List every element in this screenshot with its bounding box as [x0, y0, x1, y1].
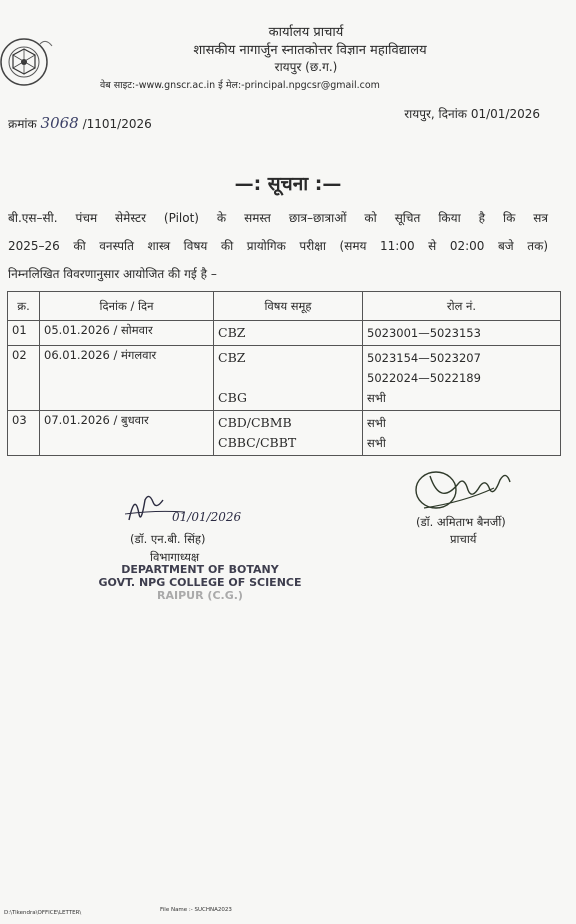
cell-date: 06.01.2026 / मंगलवार	[40, 346, 214, 411]
roll-range: 5023001—5023153	[367, 326, 481, 340]
reference-suffix: /1101/2026	[82, 117, 152, 131]
roll-range: 5022024—5022189	[367, 371, 481, 385]
stamp-line: RAIPUR (C.G.)	[157, 589, 243, 602]
roll-range: सभी	[367, 416, 386, 430]
notice-title: —: सूचना :—	[234, 173, 342, 195]
table-row	[8, 346, 561, 411]
exam-schedule-table	[7, 291, 561, 456]
hod-signature-date: 01/01/2026	[172, 510, 242, 524]
table-header-row	[8, 292, 561, 321]
footer-path: D:\Tikendra\OFFICE\LETTER\	[4, 910, 82, 916]
subject-group: CBZ	[218, 325, 246, 340]
subject-group: CBZ	[218, 350, 246, 365]
principal-designation: प्राचार्य	[450, 532, 477, 546]
header-date: दिनांक / दिन	[40, 292, 214, 321]
header-sr: क्र.	[8, 292, 40, 321]
cell-date: 07.01.2026 / बुधवार	[40, 411, 214, 456]
college-name: शासकीय नागार्जुन स्नातकोत्तर विज्ञान महाविद्यालय	[193, 43, 427, 58]
body-line: निम्नलिखित विवरणानुसार आयोजित की गई है –	[8, 267, 217, 281]
body-line: बी.एस–सी. पंचम सेमेस्टर (Pilot) के समस्त छात्र–छात्राओं को सूचित किया है कि सत्र	[8, 211, 548, 225]
roll-range: 5023154—5023207	[367, 351, 481, 365]
reference-handwritten-number: 3068	[40, 114, 79, 132]
principal-signature	[410, 468, 522, 518]
office-heading: कार्यालय प्राचार्य	[268, 25, 344, 40]
subject-group: CBG	[218, 390, 247, 405]
contact-line: वेब साइट:-www.gnscr.ac.in ई मेल:-principal.npgcsr@gmail.com	[100, 80, 380, 91]
college-city: रायपुर (छ.ग.)	[274, 60, 338, 74]
stamp-line: GOVT. NPG COLLEGE OF SCIENCE	[98, 576, 302, 589]
stamp-line: DEPARTMENT OF BOTANY	[121, 563, 279, 576]
table-row	[8, 321, 561, 346]
reference-number	[8, 114, 152, 132]
table-row	[8, 411, 561, 456]
department-stamp	[95, 563, 305, 602]
cell-sr: 02	[8, 346, 40, 411]
cell-subject	[214, 321, 363, 346]
header-roll: रोल नं.	[363, 292, 561, 321]
hod-designation: विभागाध्यक्ष	[150, 550, 200, 564]
cell-sr: 03	[8, 411, 40, 456]
body-line: 2025–26 की वनस्पति शास्त्र विषय की प्रायोगिक परीक्षा (समय 11:00 से 02:00 बजे तक)	[8, 239, 548, 253]
footer-filename: File Name :- SUCHNA2023	[160, 907, 232, 913]
cell-subject	[214, 346, 363, 411]
reference-prefix: क्रमांक	[8, 117, 37, 131]
subject-group: CBD/CBMB	[218, 415, 292, 430]
cell-subject	[214, 411, 363, 456]
cell-roll	[363, 321, 561, 346]
roll-range: सभी	[367, 391, 386, 405]
roll-range: सभी	[367, 436, 386, 450]
subject-group: CBBC/CBBT	[218, 435, 297, 450]
dateline: रायपुर, दिनांक 01/01/2026	[404, 107, 540, 121]
cell-roll	[363, 346, 561, 411]
subject-group	[218, 368, 358, 388]
principal-name: (डॉ. अमिताभ बैनर्जी)	[416, 515, 506, 529]
notice-body	[8, 204, 548, 288]
hod-name: (डॉ. एन.बी. सिंह)	[130, 532, 206, 546]
cell-date: 05.01.2026 / सोमवार	[40, 321, 214, 346]
cell-roll	[363, 411, 561, 456]
cell-sr: 01	[8, 321, 40, 346]
header-subject: विषय समूह	[214, 292, 363, 321]
